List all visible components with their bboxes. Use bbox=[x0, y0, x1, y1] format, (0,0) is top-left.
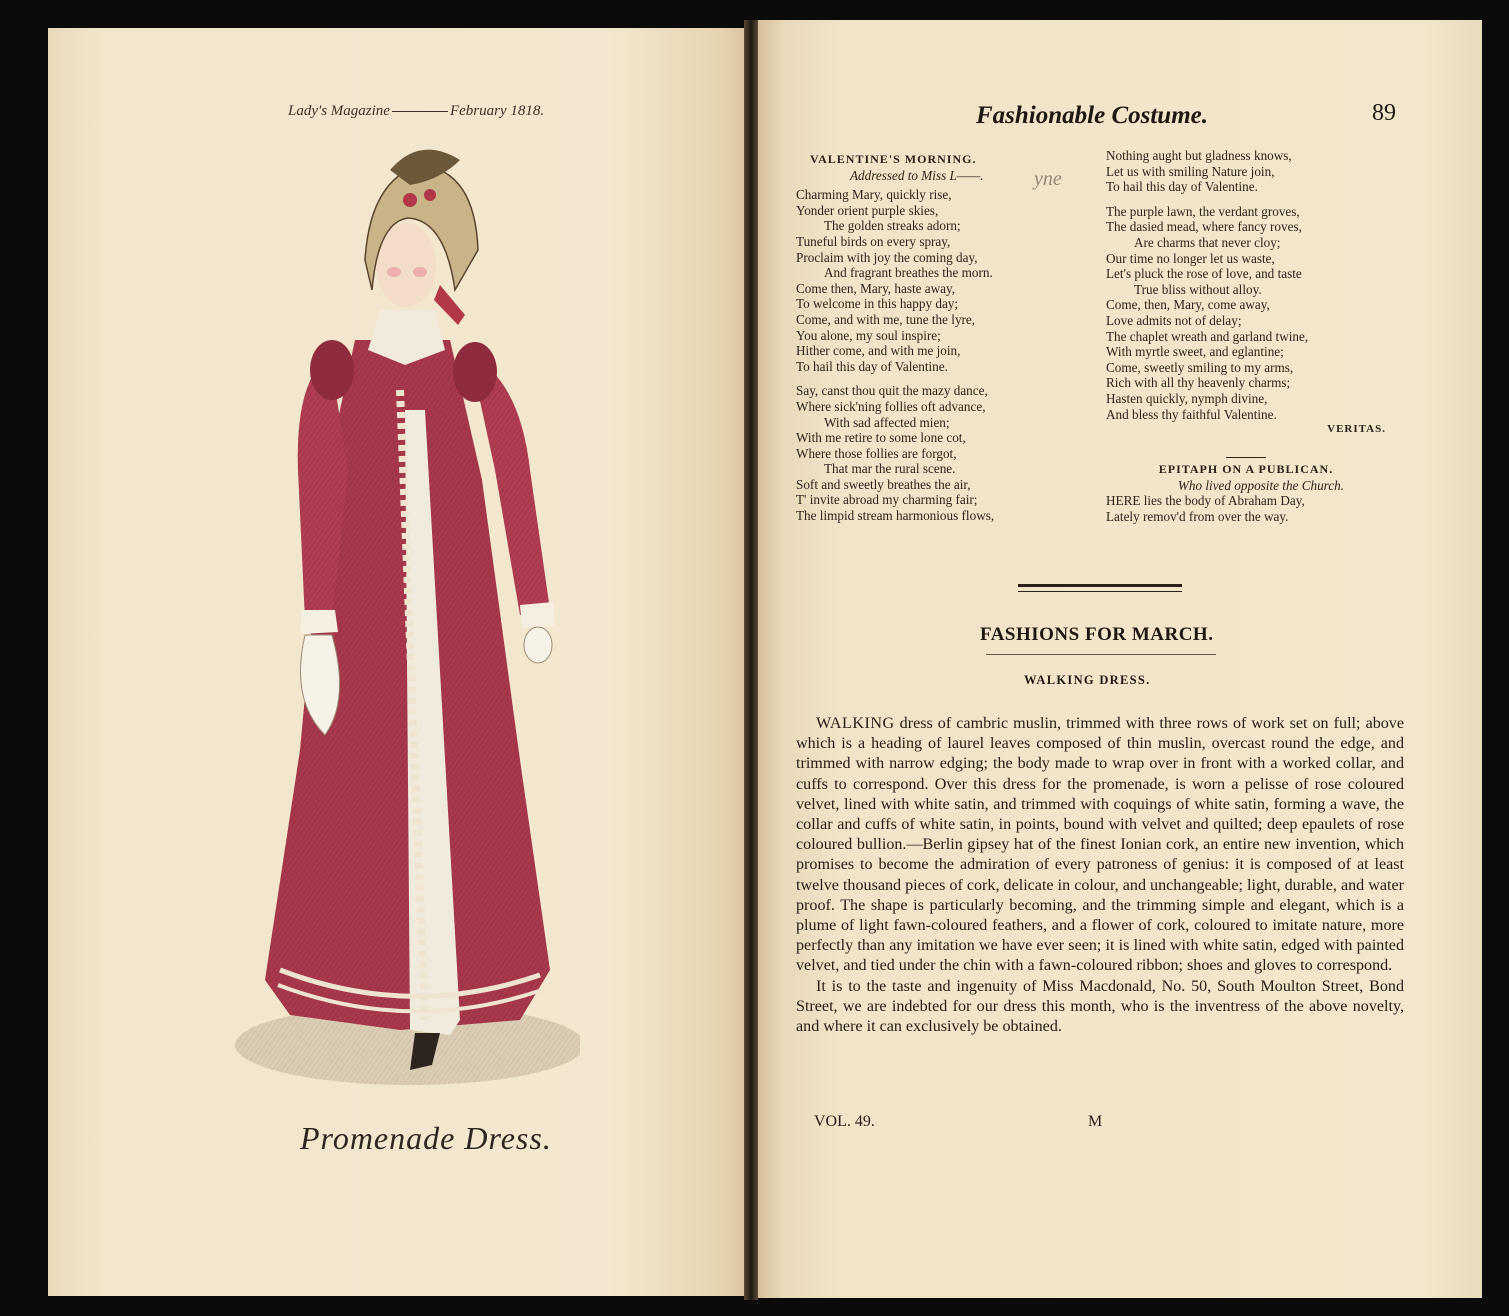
epitaph-line-1: HERE lies the body of Abraham Day, bbox=[1106, 493, 1305, 509]
poem-right-line: With myrtle sweet, and eglantine; bbox=[1106, 344, 1284, 360]
poem-dedication: Addressed to Miss L——. bbox=[850, 167, 984, 183]
poem-left-line: Hither come, and with me join, bbox=[796, 343, 961, 359]
poem-right-line: The chaplet wreath and garland twine, bbox=[1106, 328, 1309, 344]
poem-right-line: Let us with smiling Nature join, bbox=[1106, 163, 1275, 179]
epitaph bbox=[1106, 455, 1386, 524]
article-body bbox=[796, 714, 1404, 1037]
poem-title: VALENTINE'S MORNING. bbox=[810, 152, 977, 166]
poem-right-line: The purple lawn, the verdant groves, bbox=[1106, 203, 1300, 219]
epitaph-subtitle: Who lived opposite the Church. bbox=[1177, 477, 1345, 493]
poem-right-line: And bless thy faithful Valentine. bbox=[1106, 406, 1277, 422]
issue-date: February 1818. bbox=[449, 103, 545, 119]
poem-lines-right bbox=[1106, 148, 1386, 422]
page-number: 89 bbox=[1372, 100, 1396, 126]
poem-lines-left bbox=[796, 187, 1086, 523]
fashion-plate-illustration bbox=[220, 140, 580, 1100]
poem-right-line: Love admits not of delay; bbox=[1106, 312, 1242, 328]
book-gutter bbox=[744, 20, 758, 1300]
poem-right-line: True bliss without alloy. bbox=[1134, 281, 1262, 297]
poem-left-line: That mar the rural scene. bbox=[824, 461, 956, 477]
poem-left-line: You alone, my soul inspire; bbox=[796, 327, 941, 343]
poem-column-left bbox=[796, 152, 1086, 524]
left-running-head bbox=[288, 103, 544, 120]
poem-left-line: To hail this day of Valentine. bbox=[796, 358, 948, 374]
poem-right-line: Our time no longer let us waste, bbox=[1106, 250, 1275, 266]
paragraph-1-text: dress of cambric muslin, trimmed with three rows of work set on full; above which is a heading of laurel leaves composed of thin muslin, overcast round the edge, and trimmed with narrow edging; the body made to wrap over in front with a worked collar, and cuffs to correspond. Over this dress for the promenade, is worn a pelisse of rose coloured velvet, lined with white satin, and trimmed with coquings of white satin, forming a wave, the collar and cuffs of white satin, in points, bound with velvet and quilted; deep epaulets of rose coloured bullion.—Berlin gipsey hat of the finest Ionian cork, an entire new invention, which promises to become the admiration of every patroness of genius: it is composed of at least twelve thousand pieces of cork, delicate in colour, and unchangeable; light, durable, and water proof. The shape is particularly becoming, and the trimming simple and elegant, which is a plume of light fawn-coloured feathers, and a flower of cork, coloured to imitate nature, more perfectly than any imitation we have ever seen; it is lined with white satin, edged with painted velvet, and tied under the chin with a fawn-coloured ribbon; shoes and gloves to correspond. bbox=[796, 715, 1404, 975]
lead-word: WALKING bbox=[816, 715, 895, 732]
poem-left-line: To welcome in this happy day; bbox=[796, 296, 959, 312]
epitaph-rule bbox=[1226, 457, 1266, 458]
right-running-head: Fashionable Costume. bbox=[976, 102, 1208, 129]
poem-left-line: The golden streaks adorn; bbox=[824, 218, 961, 234]
signature-mark: M bbox=[1088, 1113, 1103, 1130]
poem-left-line: T' invite abroad my charming fair; bbox=[796, 492, 978, 508]
poem-right-line: Come, then, Mary, come away, bbox=[1106, 297, 1270, 313]
subsection-title: WALKING DRESS. bbox=[1024, 673, 1151, 687]
magazine-name: Lady's Magazine bbox=[288, 103, 390, 119]
poem-right-line bbox=[1106, 195, 1386, 204]
poem-column-right bbox=[1106, 148, 1386, 438]
poem-left-line: Where sick'ning follies oft advance, bbox=[796, 398, 986, 414]
poem-left-line: Yonder orient purple skies, bbox=[796, 202, 939, 218]
poem-left-line: Proclaim with joy the coming day, bbox=[796, 249, 978, 265]
section-divider bbox=[1018, 584, 1182, 592]
plate-caption: Promenade Dress. bbox=[300, 1120, 552, 1156]
poem-left-line: Say, canst thou quit the mazy dance, bbox=[796, 383, 988, 399]
poem-left-line: Charming Mary, quickly rise, bbox=[796, 187, 952, 203]
poem-right-line: Rich with all thy heavenly charms; bbox=[1106, 375, 1291, 391]
poem-left-line: The limpid stream harmonious flows, bbox=[796, 508, 995, 524]
epitaph-title: EPITAPH ON A PUBLICAN. bbox=[1158, 462, 1334, 476]
poem-left-line: And fragrant breathes the morn. bbox=[824, 265, 993, 281]
poem-left-line: Tuneful birds on every spray, bbox=[796, 233, 951, 249]
poem-right-line: The dasied mead, where fancy roves, bbox=[1106, 219, 1302, 235]
section-title-rule bbox=[986, 654, 1216, 655]
poem-left-line: With me retire to some lone cot, bbox=[796, 430, 966, 446]
poem-left-line: Soft and sweetly breathes the air, bbox=[796, 476, 971, 492]
poem-left-line: Where those follies are forgot, bbox=[796, 445, 957, 461]
section-title: FASHIONS FOR MARCH. bbox=[980, 624, 1214, 645]
poem-left-line bbox=[796, 374, 1086, 383]
poem-right-line: Hasten quickly, nymph divine, bbox=[1106, 390, 1268, 406]
body-paragraph-2: It is to the taste and ingenuity of Miss Macdonald, No. 50, South Moulton Street, Bond Street, we are indebted for our dress this month, who is the inventress of the above novelty, and where it can exclusively be obtained. bbox=[796, 977, 1404, 1036]
epitaph-line-2: Lately remov'd from over the way. bbox=[1106, 508, 1289, 524]
poem-signature: VERITAS. bbox=[1327, 423, 1386, 436]
poem-left-line: Come, and with me, tune the lyre, bbox=[796, 311, 976, 327]
handwritten-note: yne bbox=[1034, 168, 1062, 190]
poem-right-line: Let's pluck the rose of love, and taste bbox=[1106, 266, 1302, 282]
body-paragraph-1 bbox=[796, 714, 1404, 977]
poem-left-line: With sad affected mien; bbox=[824, 414, 950, 430]
volume-label: VOL. 49. bbox=[814, 1113, 875, 1130]
poem-right-line: Are charms that never cloy; bbox=[1134, 234, 1281, 250]
poem-left-line: Come then, Mary, haste away, bbox=[796, 280, 956, 296]
poem-right-line: To hail this day of Valentine. bbox=[1106, 179, 1258, 195]
poem-right-line: Come, sweetly smiling to my arms, bbox=[1106, 359, 1294, 375]
poem-right-line: Nothing aught but gladness knows, bbox=[1106, 148, 1292, 163]
